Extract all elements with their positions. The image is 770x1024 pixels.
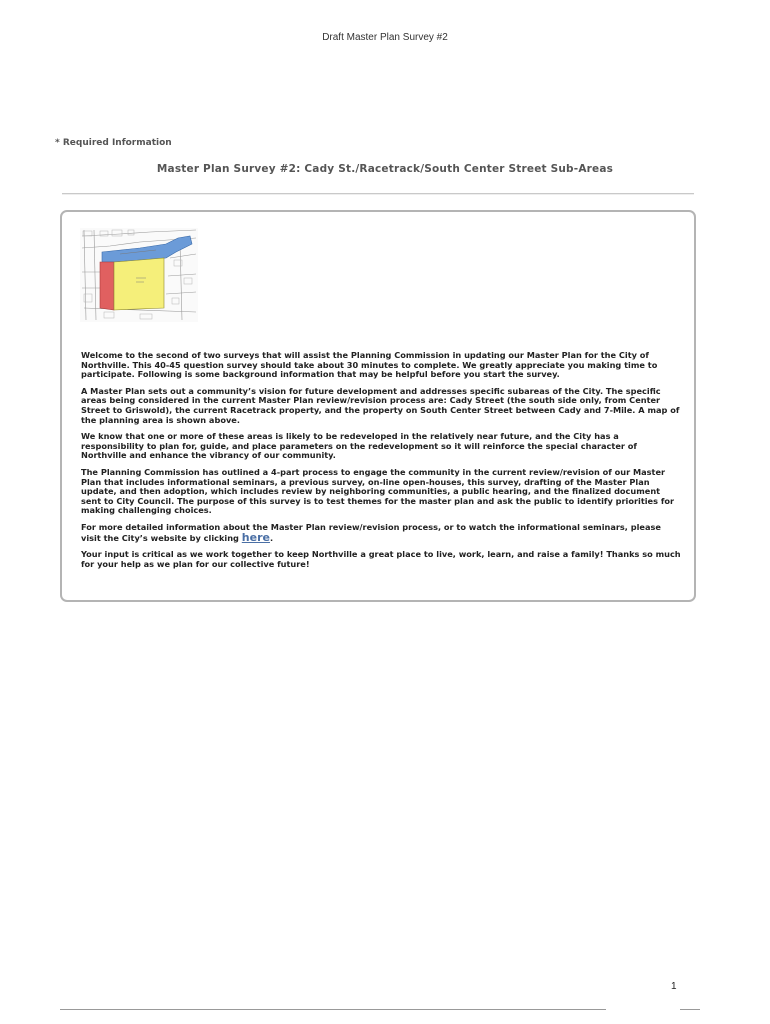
page-number: 1 xyxy=(671,981,677,992)
intro-paragraph-more-info xyxy=(81,523,681,543)
required-information-note xyxy=(55,138,172,148)
required-marker: * xyxy=(55,138,60,148)
document-header-title: Draft Master Plan Survey #2 xyxy=(322,32,448,43)
intro-panel xyxy=(60,210,696,602)
intro-paragraph-welcome: Welcome to the second of two surveys that will assist the Planning Commission in updating our Master Plan for the City of Northville. This 40-45 question survey should take about 30 minutes to complete. We greatly appreciate you making time to participate. Following is some background information that may be helpful before you start the survey. xyxy=(81,350,658,380)
survey-title: Master Plan Survey #2: Cady St./Racetrack/South Center Street Sub-Areas xyxy=(156,163,614,175)
required-label: Required Information xyxy=(62,138,172,148)
more-info-end: . xyxy=(269,532,274,543)
map-red-area xyxy=(100,262,114,310)
intro-paragraph-closing: Your input is critical as we work together to keep Northville a great place to live, work, learn, and raise a family! Thanks so much for your help as we plan for our collective future! xyxy=(81,549,681,569)
intro-paragraph-master-plan: A Master Plan sets out a community’s vision for future development and addresses specific subareas of the City. The specific areas being considered in the current Master Plan review/revision process are: Cady Street (the south side only, from Center Street to Griswold), the current Racetrack property, and the property on South Center Street between Cady and 7-Mile. A map of the planning area is shown above. xyxy=(81,385,680,425)
footer-divider-right xyxy=(680,1009,700,1010)
map-yellow-area xyxy=(114,258,164,310)
more-info-text: For more detailed information about the Master Plan review/revision process, or to watch the informational seminars, please visit the City’s website by clicking xyxy=(81,521,661,543)
intro-text xyxy=(81,351,681,576)
footer-divider xyxy=(60,1009,606,1010)
intro-paragraph-redevelopment: We know that one or more of these areas is likely to be redeveloped in the relatively near future, and the City has a responsibility to plan for, guide, and place parameters on the redevelopment so it will reinforce the special character of Northville and enhance the vibrancy of our community. xyxy=(81,431,637,461)
planning-area-map xyxy=(80,228,198,322)
title-divider xyxy=(62,193,694,195)
intro-paragraph-process: The Planning Commission has outlined a 4-part process to engage the community in the current review/revision of our Master Plan that includes informational seminars, a previous survey, on-line open-houses, this survey, drafting of the Master Plan update, and then adoption, which includes review by neighboring communities, a public hearing, and the finalized document sent to City Council. The purpose of this survey is to test themes for the master plan and ask the public to identify priorities for making challenging choices. xyxy=(81,466,675,516)
here-link[interactable]: here xyxy=(241,530,270,544)
